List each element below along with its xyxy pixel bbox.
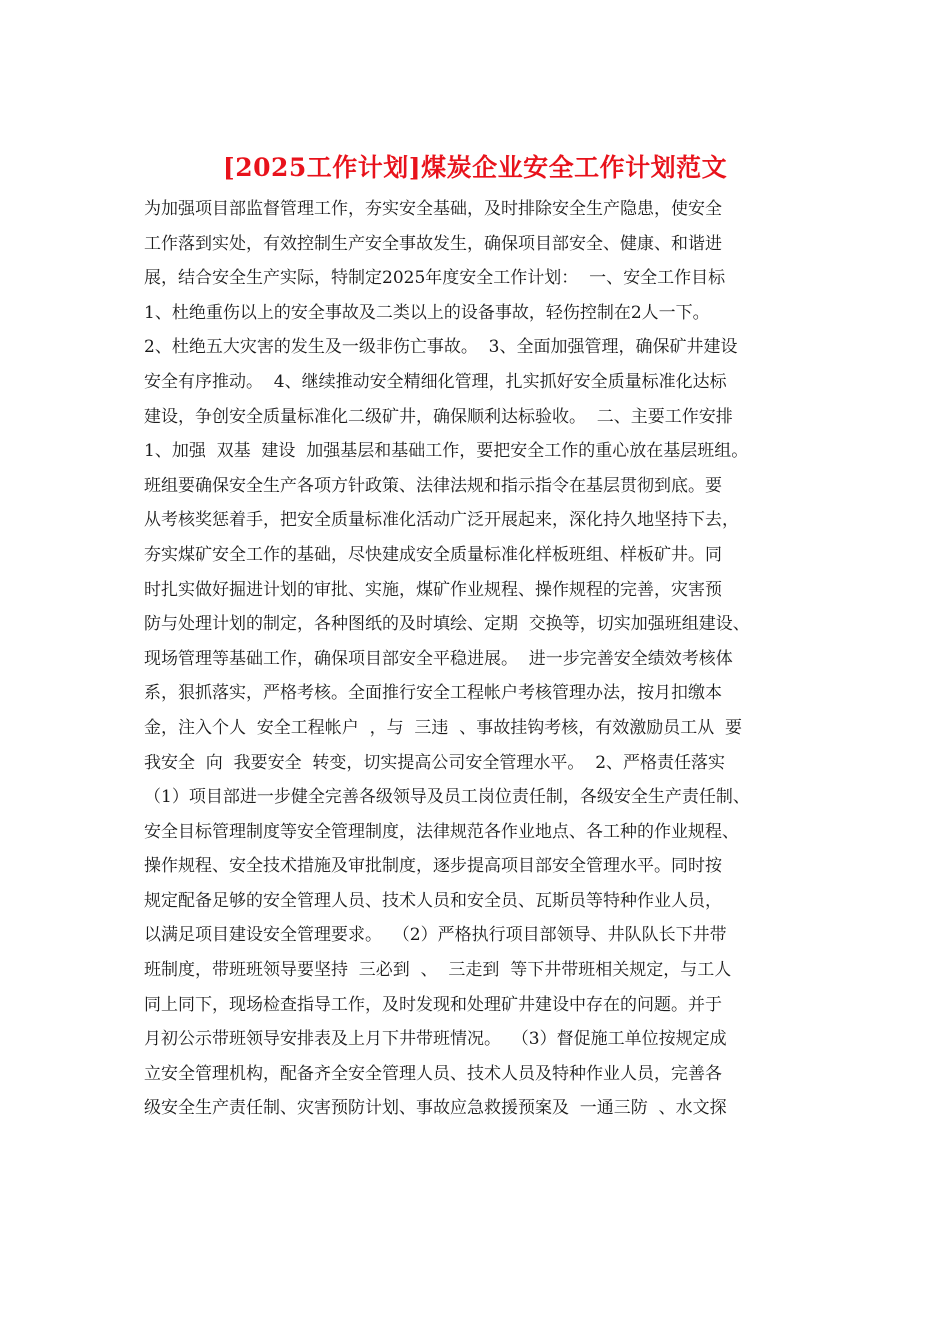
body-line: 建设，争创安全质量标准化二级矿井，确保顺利达标验收。 二、主要工作安排 bbox=[144, 406, 733, 427]
body-line: 防与处理计划的制定，各种图纸的及时填绘、定期 交换等，切实加强班组建设、 bbox=[144, 614, 750, 635]
body-line: 现场管理等基础工作，确保项目部安全平稳进展。 进一步完善安全绩效考核体 bbox=[144, 648, 733, 669]
body-line: 2、杜绝五大灾害的发生及一级非伤亡事故。 3、全面加强管理，确保矿井建设 bbox=[144, 337, 738, 358]
document-body bbox=[144, 192, 834, 1126]
body-line: （1）项目部进一步健全完善各级领导及员工岗位责任制，各级安全生产责任制、 bbox=[144, 787, 750, 808]
body-line: 规定配备足够的安全管理人员、技术人员和安全员、瓦斯员等特种作业人员， bbox=[144, 890, 722, 911]
body-line: 班组要确保安全生产各项方针政策、法律法规和指示指令在基层贯彻到底。要 bbox=[144, 475, 722, 496]
body-line: 时扎实做好掘进计划的审批、实施，煤矿作业规程、操作规程的完善，灾害预 bbox=[144, 579, 722, 600]
body-line: 从考核奖惩着手，把安全质量标准化活动广泛开展起来，深化持久地坚持下去， bbox=[144, 510, 739, 531]
body-line: 月初公示带班领导安排表及上月下井带班情况。 （3）督促施工单位按规定成 bbox=[144, 1029, 727, 1050]
body-line: 以满足项目建设安全管理要求。 （2）严格执行项目部领导、井队队长下井带 bbox=[144, 925, 727, 946]
body-line: 级安全生产责任制、灾害预防计划、事故应急救援预案及 一通三防 、水文探 bbox=[144, 1098, 727, 1119]
body-line: 工作落到实处，有效控制生产安全事故发生，确保项目部安全、健康、和谐进 bbox=[144, 233, 722, 254]
body-line: 金，注入个人 安全工程帐户 ，与 三违 、事故挂钩考核，有效激励员工从 要 bbox=[144, 717, 743, 738]
body-line: 安全有序推动。 4、继续推动安全精细化管理，扎实抓好安全质量标准化达标 bbox=[144, 371, 727, 392]
body-line: 立安全管理机构，配备齐全安全管理人员、技术人员及特种作业人员，完善各 bbox=[144, 1063, 722, 1084]
body-line: 展，结合安全生产实际，特制定2025年度安全工作计划： 一、安全工作目标 bbox=[144, 268, 726, 289]
body-line: 我安全 向 我要安全 转变，切实提高公司安全管理水平。 2、严格责任落实 bbox=[144, 752, 726, 773]
body-line: 1、杜绝重伤以上的安全事故及二类以上的设备事故，轻伤控制在2人一下。 bbox=[144, 302, 710, 323]
body-line: 1、加强 双基 建设 加强基层和基础工作，要把安全工作的重心放在基层班组。 bbox=[144, 441, 749, 462]
document-title: [2025工作计划]煤炭企业安全工作计划范文 bbox=[222, 153, 728, 182]
body-line: 班制度，带班班领导要坚持 三必到 、 三走到 等下井带班相关规定，与工人 bbox=[144, 960, 732, 981]
body-line: 为加强项目部监督管理工作，夯实安全基础，及时排除安全生产隐患，使安全 bbox=[144, 199, 722, 219]
body-line: 操作规程、安全技术措施及审批制度，逐步提高项目部安全管理水平。同时按 bbox=[144, 856, 722, 877]
body-line: 系，狠抓落实，严格考核。全面推行安全工程帐户考核管理办法，按月扣缴本 bbox=[144, 683, 722, 704]
body-line: 夯实煤矿安全工作的基础，尽快建成安全质量标准化样板班组、样板矿井。同 bbox=[144, 544, 722, 565]
body-line: 安全目标管理制度等安全管理制度，法律规范各作业地点、各工种的作业规程、 bbox=[144, 821, 739, 842]
body-line: 同上同下，现场检查指导工作，及时发现和处理矿井建设中存在的问题。并于 bbox=[144, 994, 722, 1015]
